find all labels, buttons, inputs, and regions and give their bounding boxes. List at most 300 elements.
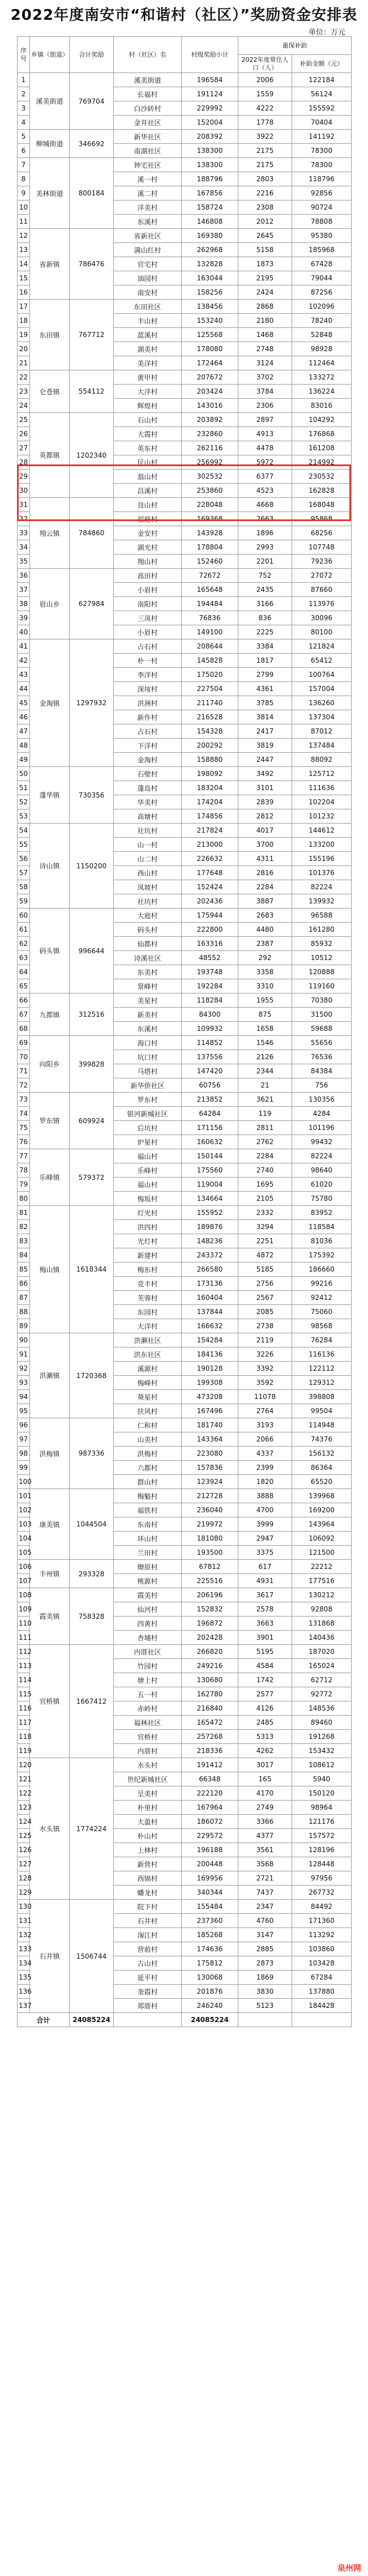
village-subtotal: 249216: [182, 1659, 238, 1673]
resident-population: 2811: [238, 1121, 292, 1135]
row-number: 107: [18, 1574, 30, 1588]
subsidy-amount: 102096: [292, 300, 352, 314]
village-name: 油园村: [114, 271, 182, 285]
village-name: 下洋村: [114, 739, 182, 753]
village-name: 省新社区: [114, 229, 182, 243]
village-name: 乐峰村: [114, 1163, 182, 1178]
subsidy-amount: 79044: [292, 271, 352, 285]
subsidy-amount: 92772: [292, 1687, 352, 1701]
village-name: 洪濑社区: [114, 1333, 182, 1347]
village-subtotal: 167496: [182, 1404, 238, 1418]
town-total: 312516: [70, 993, 114, 1036]
village-name: 民山村: [114, 455, 182, 470]
subsidy-amount: 267732: [292, 1886, 352, 1900]
subsidy-amount: 133200: [292, 838, 352, 852]
subsidy-amount: 99216: [292, 1277, 352, 1291]
village-name: 溪二村: [114, 186, 182, 201]
town-total: 996644: [70, 909, 114, 993]
village-name: 罗东村: [114, 1093, 182, 1107]
subsidy-amount: 118796: [292, 172, 352, 186]
resident-population: 2175: [238, 158, 292, 172]
resident-population: 3294: [238, 1220, 292, 1234]
village-subtotal: 199308: [182, 1376, 238, 1390]
row-number: 27: [18, 441, 30, 455]
resident-population: 3785: [238, 696, 292, 710]
resident-population: 3124: [238, 356, 292, 370]
village-subtotal: 262968: [182, 243, 238, 257]
subsidy-amount: 74376: [292, 1432, 352, 1447]
table-row: [18, 1333, 352, 1347]
village-subtotal: 60756: [182, 1078, 238, 1093]
town-name: 九都镇: [30, 993, 70, 1036]
row-number: 99: [18, 1461, 30, 1475]
resident-population: 1869: [238, 1971, 292, 1985]
total-label: 合计: [18, 2013, 70, 2027]
village-subtotal: 167856: [182, 186, 238, 201]
village-name: 蓬岛村: [114, 781, 182, 795]
subsidy-amount: 191268: [292, 1730, 352, 1744]
subsidy-amount: 137880: [292, 1985, 352, 1999]
village-name: 福山村: [114, 1178, 182, 1192]
village-name: 水头村: [114, 1758, 182, 1772]
subsidy-amount: 121176: [292, 1815, 352, 1829]
subsidy-amount: 89460: [292, 1716, 352, 1730]
resident-population: 5972: [238, 455, 292, 470]
village-subtotal: 152832: [182, 1602, 238, 1617]
resident-population: 2284: [238, 1149, 292, 1163]
village-name: 南安村: [114, 285, 182, 300]
village-subtotal: 72672: [182, 569, 238, 583]
town-name: 眉山乡: [30, 569, 70, 639]
subsidy-amount: 82224: [292, 880, 352, 894]
village-name: 淗江村: [114, 1928, 182, 1942]
subsidy-amount: 102204: [292, 795, 352, 809]
header-amt: 补助金额（元）: [292, 55, 352, 73]
subsidy-amount: 70380: [292, 993, 352, 1008]
resident-population: 4126: [238, 1701, 292, 1716]
resident-population: 3700: [238, 838, 292, 852]
village-name: 桃源村: [114, 1574, 182, 1588]
subsidy-amount: 62712: [292, 1673, 352, 1687]
subsidy-amount: 92808: [292, 1602, 352, 1617]
village-subtotal: 257268: [182, 1730, 238, 1744]
village-name: 英东村: [114, 441, 182, 455]
row-number: 98: [18, 1447, 30, 1461]
village-subtotal: 181080: [182, 1532, 238, 1546]
row-number: 44: [18, 682, 30, 696]
table-row: [18, 130, 352, 144]
table-row: [18, 370, 352, 385]
village-name: 金井社区: [114, 116, 182, 130]
village-subtotal: 174636: [182, 1942, 238, 1956]
village-subtotal: 228048: [182, 498, 238, 512]
row-number: 6: [18, 144, 30, 158]
row-number: 100: [18, 1475, 30, 1489]
subsidy-amount: 121824: [292, 639, 352, 654]
subsidy-amount: 81036: [292, 1234, 352, 1248]
village-subtotal: 66348: [182, 1772, 238, 1786]
subsidy-amount: 187020: [292, 1645, 352, 1659]
village-name: 凤坡村: [114, 880, 182, 894]
subsidy-amount: 103428: [292, 1956, 352, 1971]
row-number: 73: [18, 1093, 30, 1107]
row-number: 5: [18, 130, 30, 144]
village-name: 梅坂村: [114, 1192, 182, 1206]
row-number: 119: [18, 1744, 30, 1758]
subsidy-amount: 31500: [292, 1008, 352, 1022]
village-subtotal: 232860: [182, 427, 238, 441]
row-number: 36: [18, 569, 30, 583]
village-name: 石壁村: [114, 767, 182, 781]
village-subtotal: 84300: [182, 1008, 238, 1022]
row-number: 67: [18, 1008, 30, 1022]
subsidy-amount: 61020: [292, 1178, 352, 1192]
subsidy-amount: 168048: [292, 498, 352, 512]
header-subsidy: 重保补助: [238, 37, 352, 55]
town-total: 767712: [70, 300, 114, 370]
village-subtotal: 185268: [182, 1928, 238, 1942]
village-name: 仙都村: [114, 937, 182, 951]
town-total: 1506744: [70, 1900, 114, 2013]
subsidy-amount: 78300: [292, 158, 352, 172]
subsidy-amount: 113292: [292, 1928, 352, 1942]
row-number: 16: [18, 285, 30, 300]
row-number: 49: [18, 753, 30, 767]
village-subtotal: 473208: [182, 1390, 238, 1404]
village-name: 奎霞村: [114, 1985, 182, 1999]
village-subtotal: 208644: [182, 639, 238, 654]
resident-population: 2251: [238, 1234, 292, 1248]
subsidy-amount: 84384: [292, 1064, 352, 1078]
row-number: 17: [18, 300, 30, 314]
village-subtotal: 192284: [182, 979, 238, 993]
village-name: 营前村: [114, 1942, 182, 1956]
resident-population: 1546: [238, 1036, 292, 1050]
town-name: 洪梅镇: [30, 1418, 70, 1489]
village-subtotal: 206196: [182, 1588, 238, 1602]
subsidy-amount: 67428: [292, 257, 352, 271]
row-number: 15: [18, 271, 30, 285]
village-name: 朴里村: [114, 1801, 182, 1815]
resident-population: 3592: [238, 1376, 292, 1390]
town-name: 罗东镇: [30, 1093, 70, 1149]
subsidy-amount: 104292: [292, 413, 352, 427]
village-subtotal: 196584: [182, 73, 238, 87]
town-total: 609924: [70, 1093, 114, 1149]
row-number: 128: [18, 1871, 30, 1886]
village-name: 福林社区: [114, 1716, 182, 1730]
village-subtotal: 152424: [182, 880, 238, 894]
subsidy-amount: 169200: [292, 1503, 352, 1517]
row-number: 84: [18, 1248, 30, 1263]
header-village: 村（社区）名: [114, 37, 182, 73]
subsidy-amount: 128196: [292, 1843, 352, 1857]
row-number: 81: [18, 1206, 30, 1220]
resident-population: 2721: [238, 1871, 292, 1886]
village-name: 石山村: [114, 413, 182, 427]
resident-population: 2195: [238, 271, 292, 285]
village-name: 景峰村: [114, 979, 182, 993]
village-subtotal: 166632: [182, 1319, 238, 1333]
village-name: 湖美村: [114, 342, 182, 356]
subsidy-amount: 87256: [292, 285, 352, 300]
subsidy-amount: 137304: [292, 710, 352, 724]
subsidy-amount: 171360: [292, 1914, 352, 1928]
subsidy-amount: 96588: [292, 909, 352, 923]
village-subtotal: 125568: [182, 328, 238, 342]
village-name: 内厝村: [114, 1744, 182, 1758]
village-name: 山二村: [114, 852, 182, 866]
subsidy-amount: 161280: [292, 923, 352, 937]
town-total: 1720368: [70, 1333, 114, 1418]
village-subtotal: 177648: [182, 866, 238, 880]
town-name: 丰州镇: [30, 1560, 70, 1588]
village-subtotal: 154328: [182, 724, 238, 739]
village-subtotal: 246240: [182, 1999, 238, 2013]
resident-population: 2332: [238, 1206, 292, 1220]
table-row: [18, 300, 352, 314]
subsidy-amount: 4284: [292, 1107, 352, 1121]
row-number: 80: [18, 1192, 30, 1206]
resident-population: 4760: [238, 1914, 292, 1928]
village-name: 东田社区: [114, 300, 182, 314]
subsidy-amount: 153432: [292, 1744, 352, 1758]
subsidy-amount: 175392: [292, 1248, 352, 1263]
village-subtotal: 158256: [182, 285, 238, 300]
town-name: 美林街道: [30, 158, 70, 229]
village-subtotal: 155952: [182, 1206, 238, 1220]
village-name: 金淘村: [114, 753, 182, 767]
row-number: 71: [18, 1064, 30, 1078]
village-name: 葵星村: [114, 1390, 182, 1404]
village-subtotal: 191412: [182, 1758, 238, 1772]
row-number: 95: [18, 1404, 30, 1418]
resident-population: 4262: [238, 1744, 292, 1758]
row-number: 133: [18, 1942, 30, 1956]
subsidy-amount: 155196: [292, 852, 352, 866]
row-number: 123: [18, 1801, 30, 1815]
row-number: 94: [18, 1390, 30, 1404]
village-name: 美星村: [114, 993, 182, 1008]
village-subtotal: 158724: [182, 201, 238, 215]
row-number: 114: [18, 1673, 30, 1687]
row-number: 39: [18, 611, 30, 625]
village-subtotal: 109932: [182, 1022, 238, 1036]
village-subtotal: 217824: [182, 824, 238, 838]
subsidy-amount: 5940: [292, 1772, 352, 1786]
subsidy-amount: 398808: [292, 1390, 352, 1404]
resident-population: 5123: [238, 1999, 292, 2013]
row-number: 58: [18, 880, 30, 894]
village-name: 霞美村: [114, 1588, 182, 1602]
resident-population: 3922: [238, 130, 292, 144]
row-number: 51: [18, 781, 30, 795]
row-number: 69: [18, 1036, 30, 1050]
row-number: 33: [18, 526, 30, 540]
village-subtotal: 64284: [182, 1107, 238, 1121]
village-name: 蟠龙村: [114, 1886, 182, 1900]
resident-population: 3193: [238, 1418, 292, 1432]
resident-population: 875: [238, 1008, 292, 1022]
town-name: 康美镇: [30, 1489, 70, 1560]
table-row: [18, 569, 352, 583]
village-name: 仙河村: [114, 1602, 182, 1617]
village-subtotal: 194484: [182, 597, 238, 611]
header-total: 合计奖励: [70, 37, 114, 73]
village-subtotal: 225516: [182, 1574, 238, 1588]
resident-population: 2225: [238, 625, 292, 639]
village-subtotal: 163316: [182, 937, 238, 951]
village-subtotal: 171156: [182, 1121, 238, 1135]
resident-population: 2868: [238, 300, 292, 314]
village-name: 黄甲村: [114, 370, 182, 385]
resident-population: 2175: [238, 144, 292, 158]
row-number: 29: [18, 470, 30, 484]
village-subtotal: 154284: [182, 1333, 238, 1347]
subsidy-amount: 87660: [292, 583, 352, 597]
town-total: 1297932: [70, 639, 114, 767]
town-name: 向阳乡: [30, 1036, 70, 1093]
town-total: 293328: [70, 1560, 114, 1588]
subsidy-amount: 103860: [292, 1942, 352, 1956]
row-number: 118: [18, 1730, 30, 1744]
village-name: 高塘村: [114, 809, 182, 824]
resident-population: 3784: [238, 385, 292, 399]
row-number: 60: [18, 909, 30, 923]
resident-population: 3366: [238, 1815, 292, 1829]
subsidy-amount: 130212: [292, 1588, 352, 1602]
village-subtotal: 138456: [182, 300, 238, 314]
table-row: [18, 1560, 352, 1574]
resident-population: 5313: [238, 1730, 292, 1744]
town-total: 579372: [70, 1149, 114, 1206]
resident-population: 4523: [238, 484, 292, 498]
village-name: 东溪村: [114, 1022, 182, 1036]
subsidy-amount: 95380: [292, 229, 352, 243]
village-name: 海口村: [114, 1036, 182, 1050]
row-number: 125: [18, 1829, 30, 1843]
village-name: 后坑村: [114, 1121, 182, 1135]
subsidy-amount: 119160: [292, 979, 352, 993]
town-name: 柳城街道: [30, 130, 70, 158]
village-subtotal: 175020: [182, 668, 238, 682]
row-number: 82: [18, 1220, 30, 1234]
table-row: [18, 1036, 352, 1050]
town-name: 溪美街道: [30, 73, 70, 130]
village-name: 满山红村: [114, 243, 182, 257]
row-number: 52: [18, 795, 30, 809]
village-name: 华美村: [114, 795, 182, 809]
village-subtotal: 237360: [182, 1914, 238, 1928]
resident-population: 2308: [238, 201, 292, 215]
resident-population: 2663: [238, 512, 292, 526]
row-number: 41: [18, 639, 30, 654]
row-number: 91: [18, 1347, 30, 1362]
subsidy-amount: 108612: [292, 1758, 352, 1772]
village-name: 美洋村: [114, 356, 182, 370]
row-number: 22: [18, 370, 30, 385]
row-number: 72: [18, 1078, 30, 1093]
resident-population: 2740: [238, 1163, 292, 1178]
header-no: 序号: [18, 37, 30, 73]
town-name: 翔云镇: [30, 498, 70, 569]
village-name: 上林村: [114, 1843, 182, 1857]
village-name: 大盈村: [114, 1815, 182, 1829]
village-subtotal: 189876: [182, 1220, 238, 1234]
resident-population: 1559: [238, 87, 292, 101]
resident-population: 3375: [238, 1546, 292, 1560]
village-subtotal: 212728: [182, 1489, 238, 1503]
resident-population: 3101: [238, 781, 292, 795]
village-name: 呈美村: [114, 1786, 182, 1801]
table-row: [18, 413, 352, 427]
subsidy-amount: 136224: [292, 385, 352, 399]
resident-population: 4170: [238, 1786, 292, 1801]
town-name: 仑苍镇: [30, 370, 70, 413]
table-row: [18, 1588, 352, 1602]
row-number: 129: [18, 1886, 30, 1900]
resident-population: 4872: [238, 1248, 292, 1263]
town-total: 784860: [70, 498, 114, 569]
row-number: 108: [18, 1588, 30, 1602]
row-number: 66: [18, 993, 30, 1008]
village-subtotal: 165648: [182, 583, 238, 597]
village-subtotal: 175560: [182, 1163, 238, 1178]
village-name: 朴山村: [114, 1829, 182, 1843]
village-name: 深垵村: [114, 682, 182, 696]
village-name: 昌溪村: [114, 484, 182, 498]
village-name: 新建村: [114, 1248, 182, 1263]
table-row: [18, 824, 352, 838]
row-number: 64: [18, 965, 30, 979]
village-subtotal: 218336: [182, 1744, 238, 1758]
subsidy-amount: 86364: [292, 1461, 352, 1475]
subsidy-amount: 184428: [292, 1999, 352, 2013]
resident-population: 2762: [238, 1135, 292, 1149]
town-total: 730356: [70, 767, 114, 824]
row-number: 97: [18, 1432, 30, 1447]
village-name: 世纪新城社区: [114, 1772, 182, 1786]
subsidy-amount: 143964: [292, 1517, 352, 1532]
row-number: 14: [18, 257, 30, 271]
row-number: 101: [18, 1489, 30, 1503]
village-subtotal: 143928: [182, 526, 238, 540]
town-total: 786476: [70, 229, 114, 300]
village-subtotal: 118284: [182, 993, 238, 1008]
resident-population: 3814: [238, 710, 292, 724]
town-total: 800184: [70, 158, 114, 229]
table-row: [18, 1093, 352, 1107]
row-number: 121: [18, 1772, 30, 1786]
village-name: 翁山村: [114, 470, 182, 484]
row-number: 111: [18, 1631, 30, 1645]
town-total: 1618344: [70, 1206, 114, 1333]
village-name: 梅峰村: [114, 1376, 182, 1390]
village-name: 环山村: [114, 1532, 182, 1546]
village-name: 溪美街道: [114, 73, 182, 87]
village-subtotal: 201876: [182, 1985, 238, 1999]
table-body: [18, 37, 352, 2027]
row-number: 89: [18, 1319, 30, 1333]
table-row: [18, 909, 352, 923]
town-total: 1202340: [70, 413, 114, 498]
town-name: 水头镇: [30, 1758, 70, 1900]
village-subtotal: 216840: [182, 1701, 238, 1716]
subsidy-amount: 98964: [292, 1801, 352, 1815]
village-name: 社坑村: [114, 894, 182, 909]
row-number: 113: [18, 1659, 30, 1673]
row-number: 56: [18, 852, 30, 866]
